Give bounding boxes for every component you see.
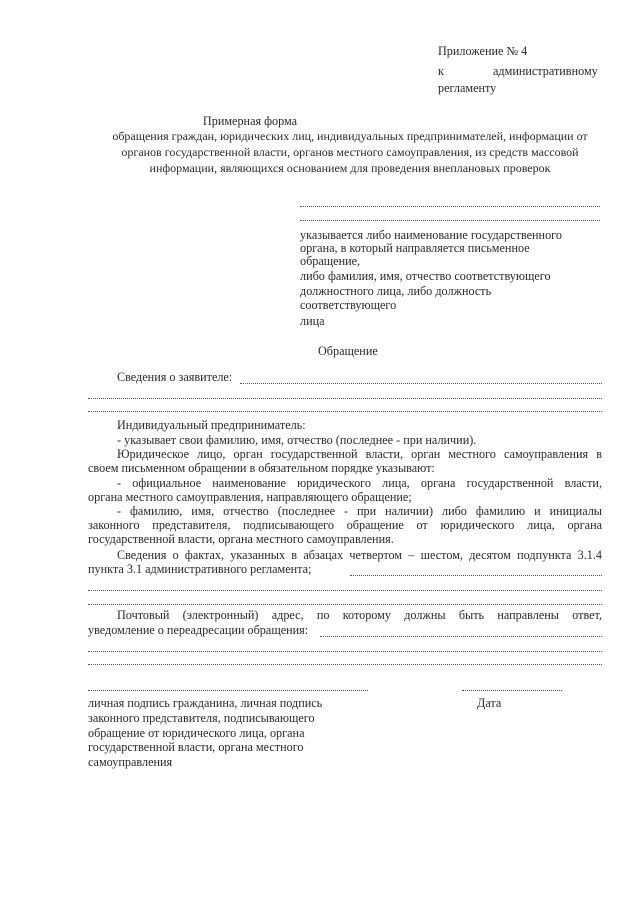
signature-caption-line: самоуправления [88,755,173,769]
signature-caption-line: обращение от юридического лица, органа [88,726,305,740]
addressee-hint-line: обращение, [300,254,361,268]
facts-input-line [88,590,602,591]
title-line-2: обращения граждан, юридических лиц, индивидуальных предпринимателей, информации от [112,129,588,143]
addressee-line-2 [300,220,600,221]
postal-line-2: уведомление о переадресации обращения: [88,623,309,637]
appendix-to: к [438,64,444,78]
addressee-hint-line: лица [300,314,325,328]
appendix-administrative: административному [493,64,598,78]
fio-line-2: законного представителя, подписывающего обращение от юридического лица, органа [88,518,602,532]
signature-caption-line: государственной власти, органа местного [88,740,304,754]
official-name-line-2: органа местного самоуправления, направляющего обращение; [88,490,412,504]
applicant-input-line [88,398,602,399]
facts-input-line [88,604,602,605]
fio-line-3: государственной власти, органа местного самоуправления. [88,532,394,546]
title-line-4: информации, являющихся основанием для проведения внеплановых проверок [149,161,551,175]
addressee-hint-line: должностного лица, либо должность [300,284,492,298]
addressee-hint-line: органа, в который направляется письменное [300,241,530,255]
date-line [462,690,562,691]
postal-input-line [320,636,602,637]
signature-caption-line: личная подпись гражданина, личная подпись [88,696,323,710]
ip-label: Индивидуальный предприниматель: [117,418,306,432]
addressee-hint-line: соответствующего [300,298,397,312]
title-line-3: органов государственной власти, органов местного самоуправления, из средств массовой [121,145,579,159]
applicant-label: Сведения о заявителе: [117,370,233,384]
postal-input-line [88,664,602,665]
appendix-number: Приложение № 4 [438,44,528,58]
appeal-heading: Обращение [318,344,378,358]
addressee-hint-line: указывается либо наименование государственного [300,228,562,242]
official-name-line-1: - официальное наименование юридического лица, органа государственной власти, [117,476,602,490]
facts-line-2: пункта 3.1 административного регламента; [88,562,312,576]
form-title: Примерная форма [202,114,298,128]
addressee-line-1 [300,206,600,207]
postal-line-1: Почтовый (электронный) адрес, по которому должны быть направлены ответ, [117,608,602,622]
facts-line-1: Сведения о фактах, указанных в абзацах четвертом – шестом, десятом подпункта 3.1.4 [117,548,602,562]
legal-entity-line-2: своем письменном обращении в обязательном порядке указывают: [88,461,435,475]
date-label: Дата [477,696,502,710]
legal-entity-line-1: Юридическое лицо, орган государственной власти, орган местного самоуправления в [117,447,602,461]
facts-input-line [350,575,602,576]
appendix-regulation: регламенту [438,81,497,95]
signature-caption-line: законного представителя, подписывающего [88,711,315,725]
ip-text: - указывает свои фамилию, имя, отчество (последнее - при наличии). [117,433,477,447]
applicant-input-line [88,411,602,412]
addressee-hint-line: либо фамилия, имя, отчество соответствующего [300,269,551,283]
fio-line-1: - фамилию, имя, отчество (последнее - при наличии) либо фамилию и инициалы [117,504,602,518]
postal-input-line [88,651,602,652]
signature-line [88,690,368,691]
applicant-input-line [240,383,602,384]
